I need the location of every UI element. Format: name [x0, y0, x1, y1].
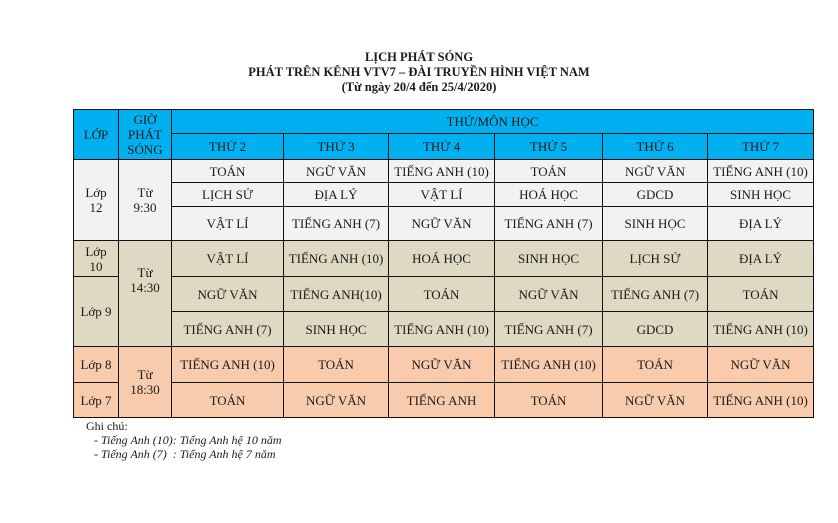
- table-row: [74, 160, 814, 183]
- subject-cell: ĐỊA LÝ: [284, 183, 389, 207]
- subject-cell: TIẾNG ANH (7): [495, 312, 603, 347]
- subject-cell: VẬT LÍ: [172, 241, 284, 277]
- header-time: GIỜ PHÁT SÓNG: [119, 110, 172, 160]
- subject-cell: TIẾNG ANH (10): [389, 160, 495, 183]
- time-label: Từ 9:30: [119, 160, 172, 241]
- subject-cell: VẬT LÍ: [172, 207, 284, 241]
- subject-cell: TIẾNG ANH(10): [284, 277, 389, 312]
- table-row: [74, 207, 814, 241]
- subject-cell: SINH HỌC: [603, 207, 708, 241]
- time-label: Từ 14:30: [119, 241, 172, 347]
- subject-cell: NGỮ VĂN: [495, 277, 603, 312]
- subject-cell: NGỮ VĂN: [284, 160, 389, 183]
- subject-cell: NGỮ VĂN: [603, 160, 708, 183]
- subject-cell: SINH HỌC: [495, 241, 603, 277]
- table-row: [74, 277, 814, 312]
- subject-cell: TOÁN: [603, 347, 708, 383]
- note-item: - Tiếng Anh (7) : Tiếng Anh hệ 7 năm: [94, 447, 276, 461]
- table-row: [74, 312, 814, 347]
- subject-cell: HOÁ HỌC: [495, 183, 603, 207]
- class-label: Lớp 10: [74, 241, 119, 277]
- subject-cell: TIẾNG ANH: [389, 383, 495, 418]
- title-line-3: (Từ ngày 20/4 đến 25/4/2020): [341, 80, 497, 94]
- subject-cell: TIẾNG ANH (7): [603, 277, 708, 312]
- subject-cell: TOÁN: [495, 383, 603, 418]
- subject-cell: SINH HỌC: [284, 312, 389, 347]
- subject-cell: GDCD: [603, 312, 708, 347]
- subject-cell: NGỮ VĂN: [172, 277, 284, 312]
- subject-cell: TIẾNG ANH (10): [389, 312, 495, 347]
- class-label: Lớp 7: [74, 383, 119, 418]
- subject-cell: TOÁN: [389, 277, 495, 312]
- subject-cell: TIẾNG ANH (10): [708, 383, 814, 418]
- header-day-5: THỨ 5: [495, 134, 603, 160]
- subject-cell: TOÁN: [708, 277, 814, 312]
- broadcast-schedule-table: [73, 109, 814, 418]
- subject-cell: NGỮ VĂN: [389, 207, 495, 241]
- note-item: - Tiếng Anh (10): Tiếng Anh hệ 10 năm: [94, 433, 282, 447]
- title-line-2: PHÁT TRÊN KÊNH VTV7 – ĐÀI TRUYỀN HÌNH VIỆT NAM: [248, 65, 590, 79]
- subject-cell: LỊCH SỬ: [603, 241, 708, 277]
- subject-cell: TOÁN: [172, 160, 284, 183]
- subject-cell: TIẾNG ANH (10): [708, 312, 814, 347]
- table-row: [74, 383, 814, 418]
- class-label: Lớp 9: [74, 277, 119, 347]
- subject-cell: NGỮ VĂN: [708, 347, 814, 383]
- subject-cell: ĐỊA LÝ: [708, 207, 814, 241]
- class-label: Lớp 12: [74, 160, 119, 241]
- subject-cell: ĐỊA LÝ: [708, 241, 814, 277]
- header-day-3: THỨ 3: [284, 134, 389, 160]
- subject-cell: TOÁN: [172, 383, 284, 418]
- subject-cell: TIẾNG ANH (10): [284, 241, 389, 277]
- header-class: LỚP: [74, 110, 119, 160]
- header-day-6: THỨ 6: [603, 134, 708, 160]
- subject-cell: TIẾNG ANH (10): [495, 347, 603, 383]
- subject-cell: NGỮ VĂN: [603, 383, 708, 418]
- subject-cell: HOÁ HỌC: [389, 241, 495, 277]
- subject-cell: NGỮ VĂN: [389, 347, 495, 383]
- header-day-2: THỨ 2: [172, 134, 284, 160]
- table-row: [74, 183, 814, 207]
- title-line-1: LỊCH PHÁT SÓNG: [364, 50, 474, 64]
- subject-cell: GDCD: [603, 183, 708, 207]
- subject-cell: TIẾNG ANH (10): [172, 347, 284, 383]
- subject-cell: TIẾNG ANH (7): [495, 207, 603, 241]
- document-title: [0, 50, 838, 95]
- notes-section: [86, 419, 282, 461]
- subject-cell: TIẾNG ANH (10): [708, 160, 814, 183]
- subject-cell: NGỮ VĂN: [284, 383, 389, 418]
- table-row: [74, 241, 814, 277]
- subject-cell: LỊCH SỬ: [172, 183, 284, 207]
- subject-cell: TOÁN: [495, 160, 603, 183]
- notes-heading: Ghi chú:: [86, 419, 128, 433]
- subject-cell: TIẾNG ANH (7): [172, 312, 284, 347]
- table-row: [74, 347, 814, 383]
- subject-cell: VẬT LÍ: [389, 183, 495, 207]
- header-day-4: THỨ 4: [389, 134, 495, 160]
- header-days-group: THỨ/MÔN HỌC: [172, 110, 814, 134]
- time-label: Từ 18:30: [119, 347, 172, 418]
- class-label: Lớp 8: [74, 347, 119, 383]
- subject-cell: TOÁN: [284, 347, 389, 383]
- header-day-7: THỨ 7: [708, 134, 814, 160]
- subject-cell: TIẾNG ANH (7): [284, 207, 389, 241]
- subject-cell: SINH HỌC: [708, 183, 814, 207]
